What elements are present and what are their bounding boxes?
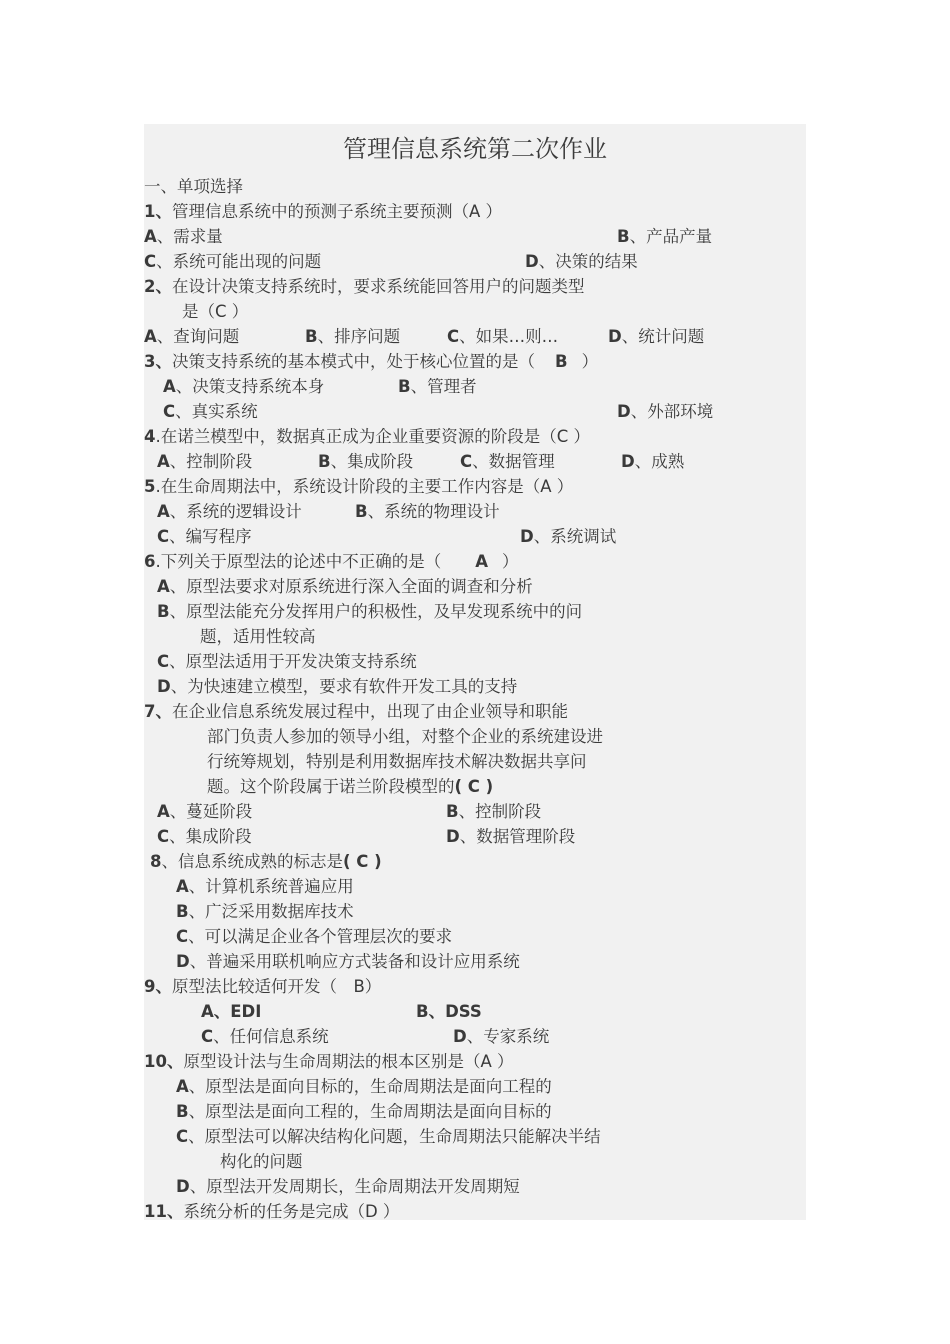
question-1: 1、管理信息系统中的预测子系统主要预测（A ）	[144, 202, 503, 221]
q5-option-b: B、系统的物理设计	[355, 502, 500, 521]
question-6: 6.下列关于原型法的论述中不正确的是（ A ）	[144, 552, 519, 571]
q7-option-a: A、蔓延阶段	[157, 802, 253, 821]
question-7: 7、在企业信息系统发展过程中，出现了由企业领导和职能	[144, 702, 568, 721]
q7-option-c: C、集成阶段	[157, 827, 252, 846]
q7-option-b: B、控制阶段	[446, 802, 542, 821]
q6-option-b-cont: 题，适用性较高	[200, 627, 316, 646]
q8-option-c: C、可以满足企业各个管理层次的要求	[176, 927, 453, 946]
question-5: 5.在生命周期法中，系统设计阶段的主要工作内容是（A ）	[144, 477, 574, 496]
q9-option-a: A、EDI	[201, 1002, 262, 1021]
question-8: 8、信息系统成熟的标志是( C )	[150, 852, 382, 871]
q4-option-c: C、数据管理	[460, 452, 555, 471]
q10-option-b: B、原型法是面向工程的，生命周期法是面向目标的	[176, 1102, 552, 1121]
question-9: 9、原型法比较适何开发（ B）	[144, 977, 382, 996]
q1-option-c: C、系统可能出现的问题	[144, 252, 322, 271]
q7-option-d: D、数据管理阶段	[446, 827, 576, 846]
q4-option-d: D、成熟	[621, 452, 685, 471]
q9-option-c: C、任何信息系统	[201, 1027, 329, 1046]
q4-option-b: B、集成阶段	[318, 452, 414, 471]
q3-option-b: B、管理者	[398, 377, 477, 396]
q9-option-d: D、专家系统	[453, 1027, 550, 1046]
q2-option-d: D、统计问题	[608, 327, 705, 346]
question-4: 4.在诺兰模型中，数据真正成为企业重要资源的阶段是（C ）	[144, 427, 590, 446]
question-7-cont-3: 题。这个阶段属于诺兰阶段模型的( C )	[207, 777, 494, 796]
q5-option-d: D、系统调试	[520, 527, 617, 546]
q10-option-c: C、原型法可以解决结构化问题，生命周期法只能解决半结	[176, 1127, 601, 1146]
q5-option-c: C、编写程序	[157, 527, 252, 546]
q10-option-c-cont: 构化的问题	[220, 1152, 303, 1171]
q6-option-a: A、原型法要求对原系统进行深入全面的调查和分析	[157, 577, 533, 596]
section-heading: 一、单项选择	[144, 177, 243, 196]
q1-option-d: D、决策的结果	[525, 252, 638, 271]
question-2-cont: 是（C ）	[182, 302, 249, 321]
q3-option-d: D、外部环境	[617, 402, 714, 421]
q2-option-c: C、如果…则…	[447, 327, 559, 346]
q2-option-b: B、排序问题	[305, 327, 401, 346]
q1-option-a: A、需求量	[144, 227, 223, 246]
q3-option-a: A、决策支持系统本身	[163, 377, 325, 396]
question-7-cont-2: 行统筹规划，特别是利用数据库技术解决数据共享问	[207, 752, 587, 771]
q9-option-b: B、DSS	[416, 1002, 482, 1021]
question-3: 3、决策支持系统的基本模式中，处于核心位置的是（ B ）	[144, 352, 599, 371]
q5-option-a: A、系统的逻辑设计	[157, 502, 302, 521]
question-2: 2、在设计决策支持系统时，要求系统能回答用户的问题类型	[144, 277, 585, 296]
q4-option-a: A、控制阶段	[157, 452, 253, 471]
q8-option-b: B、广泛采用数据库技术	[176, 902, 354, 921]
q2-option-a: A、查询问题	[144, 327, 240, 346]
q10-option-d: D、原型法开发周期长，生命周期法开发周期短	[176, 1177, 520, 1196]
q6-option-d: D、为快速建立模型，要求有软件开发工具的支持	[157, 677, 518, 696]
question-11: 11、系统分析的任务是完成（D ）	[144, 1202, 400, 1221]
q1-option-b: B、产品产量	[617, 227, 713, 246]
q6-option-b: B、原型法能充分发挥用户的积极性，及早发现系统中的问	[157, 602, 583, 621]
q8-option-d: D、普遍采用联机响应方式装备和设计应用系统	[176, 952, 520, 971]
q6-option-c: C、原型法适用于开发决策支持系统	[157, 652, 417, 671]
q10-option-a: A、原型法是面向目标的，生命周期法是面向工程的	[176, 1077, 552, 1096]
q3-option-c: C、真实系统	[163, 402, 258, 421]
question-7-cont-1: 部门负责人参加的领导小组，对整个企业的系统建设进	[207, 727, 603, 746]
document-title: 管理信息系统第二次作业	[343, 135, 607, 163]
q8-option-a: A、计算机系统普遍应用	[176, 877, 354, 896]
question-10: 10、原型设计法与生命周期法的根本区别是（A ）	[144, 1052, 514, 1071]
